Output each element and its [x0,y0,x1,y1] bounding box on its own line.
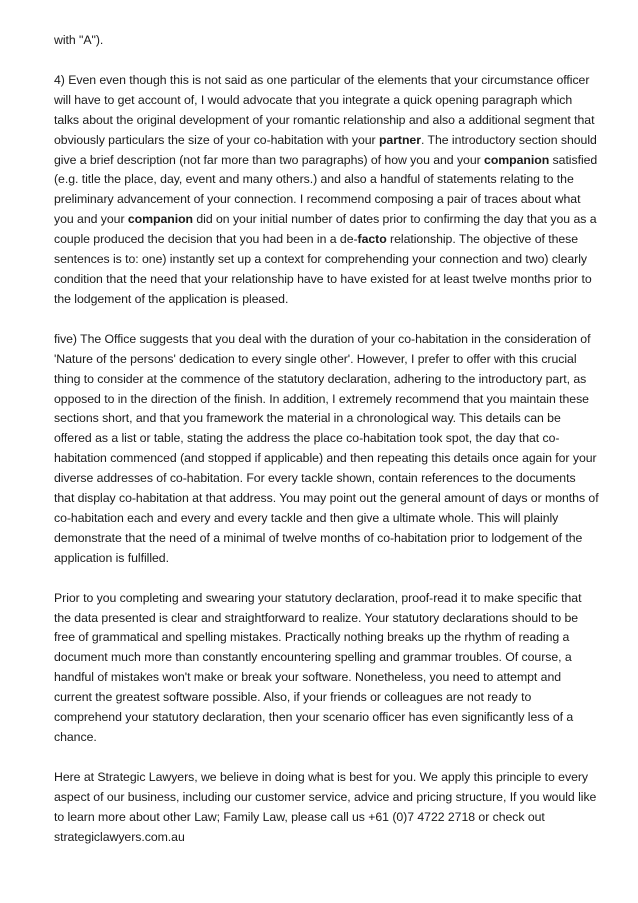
paragraph-point-5 [54,330,599,569]
bold-keyword: facto [357,232,387,247]
text-run: 4) Even even though this is not said as one particular of the elements that your circumstance officer will have to get account of, I would advocate that you integrate a quick opening paragraph which talks about the original development of your romantic relationship and also a additional segment that obviously particulars the size of your co-habitation with your [54,72,595,147]
bold-keyword: companion [127,212,194,227]
text-run: . The introductory section should give a brief description (not far more than two paragraphs) of how you and your [54,132,597,167]
text-run: satisfied (e.g. title the place, day, event and many others.) and also a handful of statements relating to the preliminary advancement of your connection. I recommend composing a pair of traces about what you and your [54,152,598,227]
text-run: with "A"). [54,33,104,47]
paragraph-continuation [54,31,599,51]
text-run: five) The Office suggests that you deal with the duration of your co-habitation in the consideration of 'Nature of the persons' dedication to every single other'. However, I prefer to offer with this crucial thing to consider at the commence of the statutory declaration, adhering to the introductory part, as opposed to in the direction of the finish. In addition, I extremely recommend that you maintain these sections short, and that you framework the material in a chronological way. This details can be offered as a list or table, stating the address the place co-habitation took spot, the day that co-habitation commenced (and stopped if applicable) and then repeating this details once again for your diverse addresses of co-habitation. For every tackle shown, contain references to the documents that display co-habitation at that address. You may point out the general amount of days or months of co-habitation each and every and every tackle and then give a ultimate whole. This will plainly demonstrate that the need of a minimal of twelve months of co-habitation prior to lodgement of the application is fulfilled. [54,331,599,565]
document-page [54,31,599,848]
bold-keyword: partner [378,132,421,147]
bold-keyword: companion [484,152,550,167]
text-run: did on your initial number of dates prior to confirming the day that you as a couple produced the decision that you had been in a de- [54,212,597,247]
text-run: relationship. The objective of these sentences is to: one) instantly set up a context for comprehending your connection and two) clearly condition that the need that your relationship have to have existed for at least twelve months prior to the lodgement of the application is pleased. [54,232,592,306]
text-run: Here at Strategic Lawyers, we believe in doing what is best for you. We apply this principle to every aspect of our business, including our customer service, advice and pricing structure, If you would like to learn more about other Law; Family Law, please call us +61 (0)7 4722 2718 or check out strategiclawyers.com.au [54,769,597,844]
paragraph-proofreading [54,589,599,748]
paragraph-point-4 [54,71,599,310]
paragraph-strategic-lawyers [54,768,599,848]
text-run: Prior to you completing and swearing your statutory declaration, proof-read it to make specific that the data presented is clear and straightforward to realize. Your statutory declarations should to be free of grammatical and spelling mistakes. Practically nothing breaks up the rhythm of reading a document much more than constantly encountering spelling and grammar troubles. Of course, a handful of mistakes won't make or break your software. Nonetheless, you need to attempt and current the greatest software possible. Also, if your friends or colleagues are not ready to comprehend your statutory declaration, then your scenario officer has even significantly less of a chance. [54,590,582,744]
